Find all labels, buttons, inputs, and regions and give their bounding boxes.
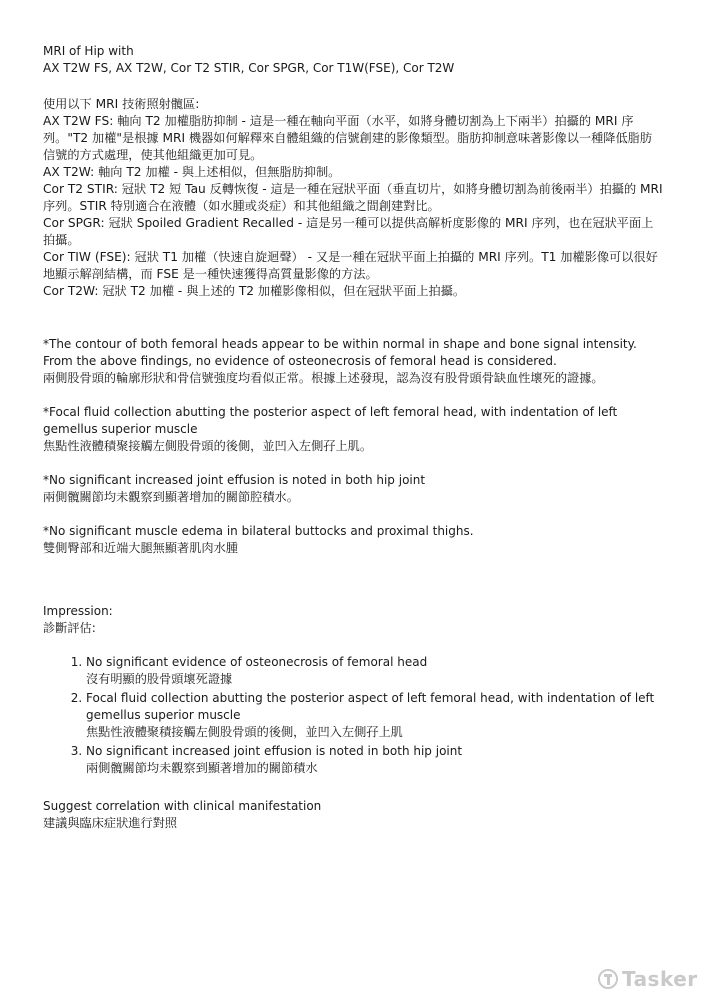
finding-1 <box>43 336 663 387</box>
impression-item-en: 1. No significant evidence of osteonecrosis of femoral head <box>86 655 428 669</box>
title-line-1: MRI of Hip with <box>43 44 134 58</box>
technique-item: AX T2W: 軸向 T2 加權 - 與上述相似，但無脂肪抑制。 <box>43 165 341 179</box>
suggestion-zh: 建議與臨床症狀進行對照 <box>43 816 178 830</box>
finding-zh: 兩側股骨頭的輪廓形狀和骨信號強度均看似正常。根據上述發現，認為沒有股骨頭骨缺血性壞死的證據。 <box>43 371 604 385</box>
finding-zh: 焦點性液體積聚接觸左側股骨頭的後側，並凹入左側孖上肌。 <box>43 439 373 453</box>
technique-item: Cor T2W: 冠狀 T2 加權 - 與上述的 T2 加權影像相似，但在冠狀平面上拍攝。 <box>43 284 466 298</box>
impression-list <box>43 654 663 777</box>
finding-en: *No significant increased joint effusion is noted in both hip joint <box>43 473 426 487</box>
impression-item <box>86 654 663 688</box>
impression-item-zh: 焦點性液體聚積接觸左側股骨頭的後側，並凹入左側孖上肌 <box>86 725 403 739</box>
finding-zh: 雙側臀部和近端大腿無顯著肌肉水腫 <box>43 541 238 555</box>
finding-en: *No significant muscle edema in bilateral buttocks and proximal thighs. <box>43 524 474 538</box>
finding-zh: 兩側髖關節均未觀察到顯著增加的關節腔積水。 <box>43 490 299 504</box>
findings-section <box>43 336 663 557</box>
suggestion-en: Suggest correlation with clinical manifestation <box>43 799 322 813</box>
impression-item-zh: 沒有明顯的股骨頭壞死證據 <box>86 672 233 686</box>
techniques-intro: 使用以下 MRI 技術照射髖區: <box>43 97 200 111</box>
suggestion-section <box>43 798 663 832</box>
impression-heading-en: Impression: <box>43 604 113 618</box>
impression-item-zh: 兩側髖關節均未觀察到顯著增加的關節積水 <box>86 761 318 775</box>
technique-item: AX T2W FS: 軸向 T2 加權脂肪抑制 - 這是一種在軸向平面（水平，如將身體切割為上下兩半）拍攝的 MRI 序列。"T2 加權"是根據 MRI 機器如何解釋來自體組織的信號創建的影像類型。脂肪抑制意味著影像以一種降低脂肪信號的方式處理，使其他組織更加可見。 <box>43 114 653 162</box>
tasker-logo-icon <box>598 969 618 989</box>
finding-3 <box>43 472 663 506</box>
finding-2 <box>43 404 663 455</box>
impression-section <box>43 603 663 779</box>
finding-en: *Focal fluid collection abutting the posterior aspect of left femoral head, with indentation of left gemellus superior muscle <box>43 405 618 436</box>
tasker-watermark <box>598 966 698 992</box>
technique-item: Cor T2 STIR: 冠狀 T2 短 Tau 反轉恢復 - 這是一種在冠狀平面（垂直切片，如將身體切割為前後兩半）拍攝的 MRI 序列。STIR 特別適合在液體（如水腫或炎症）和其他組織之間創建對比。 <box>43 182 663 213</box>
impression-item <box>86 690 663 741</box>
impression-item <box>86 743 663 777</box>
impression-item-en: 3. No significant increased joint effusion is noted in both hip joint <box>86 744 463 758</box>
title-line-2: AX T2W FS, AX T2W, Cor T2 STIR, Cor SPGR, Cor T1W(FSE), Cor T2W <box>43 61 455 75</box>
finding-en: From the above findings, no evidence of osteonecrosis of femoral head is considered. <box>43 354 557 368</box>
technique-item: Cor TIW (FSE): 冠狀 T1 加權（快速自旋迴聲） - 又是一種在冠狀平面上拍攝的 MRI 序列。T1 加權影像可以很好地顯示解剖結構，而 FSE 是一種快速獲得高質量影像的方法。 <box>43 250 658 281</box>
report-title <box>43 43 663 77</box>
techniques-section <box>43 96 663 300</box>
finding-en: *The contour of both femoral heads appear to be within normal in shape and bone signal intensity. <box>43 337 637 351</box>
finding-4 <box>43 523 663 557</box>
watermark-text: Tasker <box>622 966 698 991</box>
impression-item-en: 2. Focal fluid collection abutting the posterior aspect of left femoral head, with indentation of left gemellus superior muscle <box>86 691 655 722</box>
technique-item: Cor SPGR: 冠狀 Spoiled Gradient Recalled - 這是另一種可以提供高解析度影像的 MRI 序列，也在冠狀平面上拍攝。 <box>43 216 654 247</box>
impression-heading-zh: 診斷評估: <box>43 621 96 635</box>
